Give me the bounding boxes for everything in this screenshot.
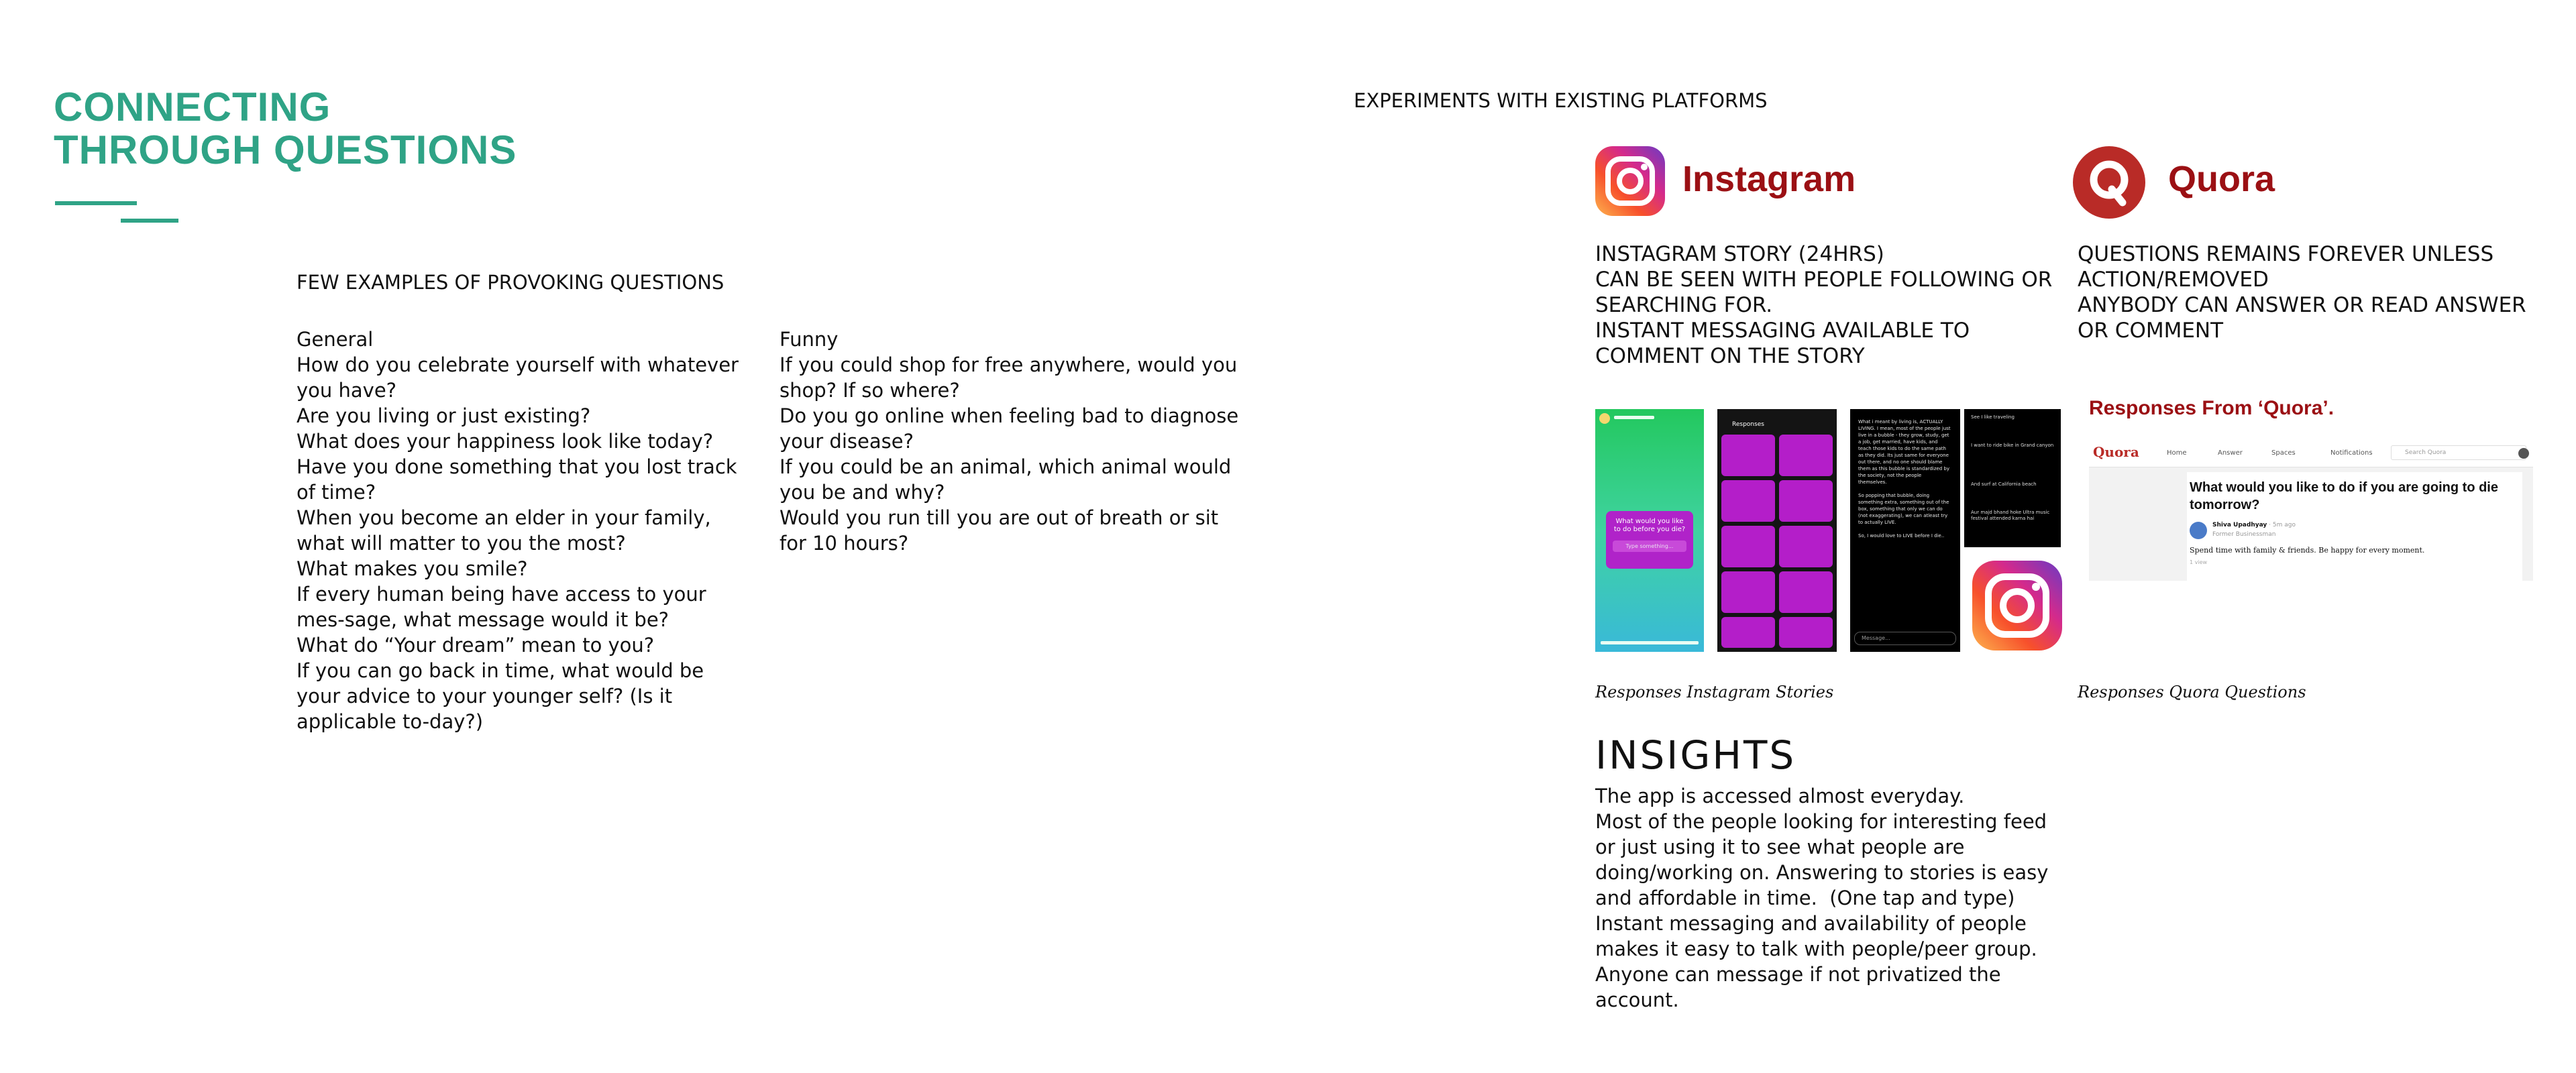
- quora-description: QUESTIONS REMAINS FOREVER UNLESS ACTION/REMOVED ANYBODY CAN ANSWER OR READ ANSWER OR COMMENT: [2078, 242, 2526, 343]
- page-title: [54, 86, 517, 172]
- story-prompt: What would you like to do before you die?: [1613, 518, 1686, 533]
- bucket-item-2: I want to ride bike in Grand canyon: [1971, 443, 2054, 448]
- page-title-line2: THROUGH QUESTIONS: [54, 127, 517, 172]
- quora-logo-icon: [2073, 146, 2145, 219]
- instagram-responses-screenshot: [1717, 409, 1837, 652]
- quora-nav-home: Home: [2167, 449, 2187, 457]
- quora-answer: Spend time with family & friends. Be happy for every moment.: [2190, 546, 2425, 555]
- quora-question: What would you like to do if you are going to die tomorrow?: [2190, 480, 2498, 512]
- story-avatar: [1599, 413, 1610, 424]
- instagram-name: Instagram: [1682, 159, 1856, 199]
- funny-questions: Funny If you could shop for free anywhere, would you shop? If so where? Do you go online when feeling bad to diagnose your disease? If you could be an animal, which animal would you be and why? Would you run till you are out of breath or sit for 10 hours?: [780, 328, 1239, 555]
- quora-author: Shiva Upadhyay: [2212, 522, 2267, 528]
- quora-nav-answer: Answer: [2218, 449, 2243, 457]
- instagram-large-logo-icon: [1972, 561, 2062, 651]
- insights-text: The app is accessed almost everyday. Most of the people looking for interesting feed or just using it to see what people are doing/working on. Answering to stories is easy and affordable in time. (One tap and type) Instant messaging and availability of people makes it easy to talk with people/peer group. Anyone can message if not privatized the account.: [1595, 785, 2049, 1011]
- quora-author-meta: Former Businessman: [2212, 531, 2276, 538]
- page-title-line1: CONNECTING: [54, 84, 331, 129]
- chat-message: What i meant by living is, ACTUALLY LIVING. I mean, most of the people just live in a bubble - they grow, study, get a job, get married, have kids, and teach those kids to do the same path as they did. Its just same for everyone out there, and no one should blame them as this bubble is standardized by the society, not the people themselves. So popping that bubble, doing something extra, something out of the box, something that only we can do (not exaggerating), we can atleast try to actually LIVE. So, I would love to LIVE before I die..: [1858, 419, 1951, 539]
- title-underline-1: [55, 201, 137, 205]
- bucket-item-1: See I like traveling: [1971, 414, 2015, 420]
- quora-screenshot: [2089, 440, 2533, 581]
- quora-views: 1 view: [2190, 559, 2208, 565]
- instagram-description: INSTAGRAM STORY (24HRS) CAN BE SEEN WITH PEOPLE FOLLOWING OR SEARCHING FOR. INSTANT MESSAGING AVAILABLE TO COMMENT ON THE STORY: [1595, 242, 2053, 368]
- quora-nav-notifications: Notifications: [2330, 449, 2373, 457]
- general-questions: General How do you celebrate yourself with whatever you have? Are you living or just existing? What does your happiness look like today? Have you done something that you lost track of time? When you become an elder in your family, what will matter to you the most? What makes you smile? If every human being have access to your mes-sage, what message would it be? What do “Your dream” mean to you? If you can go back in time, what would be your advice to your younger self? (Is it applicable to-day?): [297, 328, 739, 733]
- bucket-item-4: Aur majd bhand hoke Ultra music festival attended karna hai: [1971, 510, 2050, 521]
- story-reply-field: Type something...: [1613, 541, 1686, 552]
- quora-author-time: · 5m ago: [2269, 522, 2296, 528]
- quora-name: Quora: [2168, 159, 2275, 199]
- instagram-chat-screenshot: [1850, 409, 1960, 652]
- chat-input: Message...: [1854, 632, 1956, 645]
- quora-nav-spaces: Spaces: [2271, 449, 2296, 457]
- questions-section-title: FEW EXAMPLES OF PROVOKING QUESTIONS: [297, 271, 724, 294]
- instagram-logo-icon: [1595, 146, 1665, 216]
- instagram-caption: Responses Instagram Stories: [1595, 683, 1834, 701]
- insights-title: INSIGHTS: [1595, 732, 1796, 778]
- instagram-story-screenshot: [1595, 409, 1704, 652]
- instagram-bucketlist-screenshot: [1964, 409, 2061, 547]
- quora-search-field: Search Quora: [2391, 445, 2526, 460]
- quora-responses-title: Responses From ‘Quora’.: [2089, 397, 2334, 419]
- experiments-section-title: EXPERIMENTS WITH EXISTING PLATFORMS: [1354, 89, 1768, 112]
- responses-header: Responses: [1732, 421, 1764, 428]
- story-question-card: [1606, 511, 1693, 569]
- bucket-item-3: And surf at California beach: [1971, 482, 2037, 487]
- title-underline-2: [121, 219, 178, 223]
- quora-caption: Responses Quora Questions: [2078, 683, 2306, 701]
- quora-author-avatar: [2190, 522, 2207, 539]
- quora-avatar: [2518, 448, 2529, 459]
- quora-screenshot-logo: Quora: [2093, 444, 2139, 460]
